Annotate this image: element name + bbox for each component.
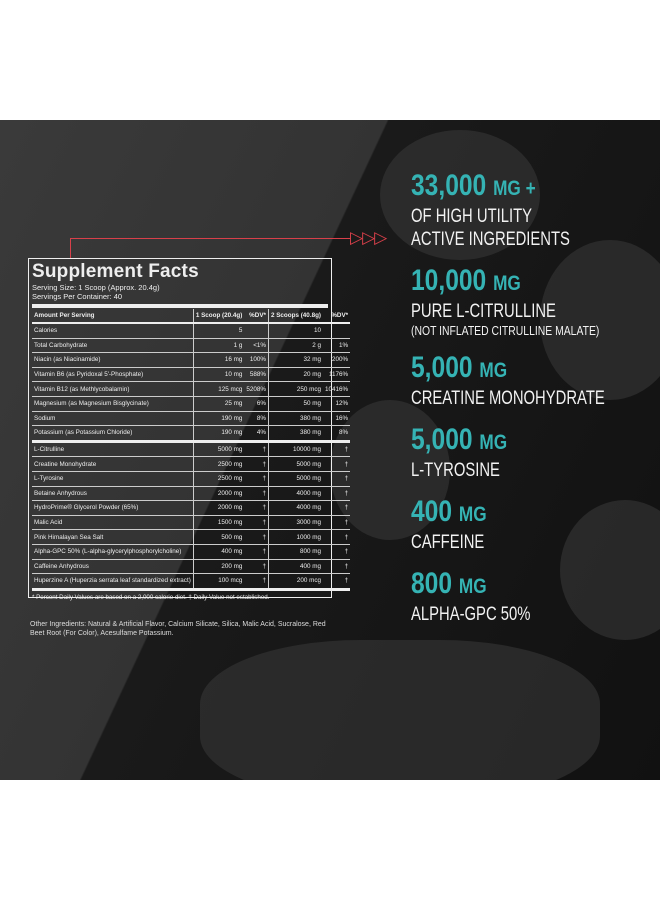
table-row <box>32 353 350 368</box>
claim-amount <box>411 424 615 459</box>
table-cell: † <box>323 471 350 486</box>
table-cell: 4000 mg <box>268 486 323 501</box>
table-cell: † <box>244 530 268 545</box>
claim-note: (NOT INFLATED CITRULLINE MALATE) <box>411 323 600 338</box>
divider <box>32 304 328 308</box>
claim-amount <box>411 568 615 603</box>
table-cell: † <box>244 501 268 516</box>
table-cell: %DV* <box>323 309 350 323</box>
table-cell: 2000 mg <box>193 501 244 516</box>
table-cell: † <box>323 530 350 545</box>
table-cell: † <box>244 544 268 559</box>
table-cell: Vitamin B12 (as Methlycobalamin) <box>32 382 193 397</box>
amount: 33,000 <box>411 169 487 202</box>
table-cell: Pink Himalayan Sea Salt <box>32 530 193 545</box>
unit: MG <box>493 272 521 295</box>
table-cell: 2000 mg <box>193 486 244 501</box>
other-ingredients: Other Ingredients: Natural & Artificial Flavor, Calcium Silicate, Silica, Malic Acid, Sucralose, Red Beet Root (For Color), Acesulfame Potassium. <box>30 621 326 637</box>
amount: 5,000 <box>411 423 473 456</box>
table-cell <box>323 323 350 338</box>
table-cell: %DV* <box>244 309 268 323</box>
table-cell: 5208% <box>244 382 268 397</box>
table-cell: 1500 mg <box>193 515 244 530</box>
table-cell: Magnesium (as Magnesium Bisglycinate) <box>32 396 193 411</box>
claim-amount <box>411 265 615 300</box>
table-cell: Alpha-GPC 50% (L-alpha-glycerylphosphorylcholine) <box>32 544 193 559</box>
table-row <box>32 457 350 472</box>
table-row <box>32 574 350 590</box>
table-cell: † <box>323 574 350 590</box>
table-cell: 16% <box>323 411 350 426</box>
table-cell: † <box>244 486 268 501</box>
bg-shape <box>200 640 600 780</box>
claim-label: CREATINE MONOHYDRATE <box>411 388 605 409</box>
unit: MG <box>458 503 487 526</box>
amount: 800 <box>411 567 453 600</box>
supplement-facts <box>28 258 349 601</box>
table-row <box>32 471 350 486</box>
table-row <box>32 544 350 559</box>
table-cell: 2 Scoops (40.8g) <box>268 309 323 323</box>
table-row <box>32 441 350 457</box>
table-cell: 8% <box>323 426 350 442</box>
table-cell: 800 mg <box>268 544 323 559</box>
table-cell: HydroPrime® Glycerol Powder (65%) <box>32 501 193 516</box>
table-cell: 3000 mg <box>268 515 323 530</box>
table-cell: Huperzine A (Huperzia serrata leaf standardized extract) <box>32 574 193 590</box>
table-row <box>32 323 350 338</box>
table-cell: † <box>244 515 268 530</box>
table-header <box>32 309 350 323</box>
table-cell: 32 mg <box>268 353 323 368</box>
amount: 400 <box>411 495 453 528</box>
table-row <box>32 501 350 516</box>
table-cell: 5 <box>193 323 244 338</box>
claim-label: ALPHA-GPC 50% <box>411 604 531 625</box>
table-cell: 10000 mg <box>268 441 323 457</box>
table-row <box>32 367 350 382</box>
amount: 5,000 <box>411 351 473 384</box>
table-cell: † <box>244 471 268 486</box>
table-cell: <1% <box>244 338 268 353</box>
table-cell: 6% <box>244 396 268 411</box>
table-cell: † <box>244 574 268 590</box>
claim-amount <box>411 496 615 531</box>
table-cell <box>244 323 268 338</box>
table-row <box>32 515 350 530</box>
table-cell: 400 mg <box>268 559 323 574</box>
table-cell: L-Tyrosine <box>32 471 193 486</box>
claim-item <box>411 424 659 482</box>
facts-title: Supplement Facts <box>32 261 199 282</box>
table-cell: 200% <box>323 353 350 368</box>
table-cell: Caffeine Anhydrous <box>32 559 193 574</box>
footnote: * Percent Daily Values are based on a 2,000 calorie diet. † Daily Value not established. <box>32 593 270 601</box>
unit: MG <box>479 431 508 454</box>
claim-label: PURE L-CITRULLINE <box>411 301 556 322</box>
table-row <box>32 559 350 574</box>
table-cell: † <box>244 559 268 574</box>
table-row <box>32 338 350 353</box>
table-cell: 1 Scoop (20.4g) <box>193 309 244 323</box>
table-cell: 4% <box>244 426 268 442</box>
claim-item <box>411 265 659 338</box>
facts-table <box>32 309 350 591</box>
table-row <box>32 411 350 426</box>
table-cell: † <box>323 559 350 574</box>
table-cell: 10 <box>268 323 323 338</box>
table-cell: 10 mg <box>193 367 244 382</box>
unit: MG + <box>493 177 536 200</box>
table-cell: 5000 mg <box>268 471 323 486</box>
table-cell: 500 mg <box>193 530 244 545</box>
table-cell: † <box>323 457 350 472</box>
table-cell: † <box>244 457 268 472</box>
claim-label: CAFFEINE <box>411 532 485 553</box>
table-cell: 10416% <box>323 382 350 397</box>
table-cell: 2500 mg <box>193 471 244 486</box>
table-cell: 2500 mg <box>193 457 244 472</box>
table-cell: 1% <box>323 338 350 353</box>
table-cell: 380 mg <box>268 426 323 442</box>
unit: MG <box>458 575 487 598</box>
table-cell: 190 mg <box>193 426 244 442</box>
serving-size: Serving Size: 1 Scoop (Approx. 20.4g) <box>32 283 160 292</box>
table-cell: 125 mcg <box>193 382 244 397</box>
table-cell: 12% <box>323 396 350 411</box>
table-cell: 20 mg <box>268 367 323 382</box>
table-cell: † <box>323 486 350 501</box>
unit: MG <box>479 359 508 382</box>
table-cell: 380 mg <box>268 411 323 426</box>
table-cell: Potassium (as Potassium Chloride) <box>32 426 193 442</box>
table-cell: Vitamin B6 (as Pyridoxal 5'-Phosphate) <box>32 367 193 382</box>
claim-amount <box>411 352 615 387</box>
table-cell: 1 g <box>193 338 244 353</box>
claim-item <box>411 170 659 251</box>
table-cell: 5000 mg <box>193 441 244 457</box>
claim-label: ACTIVE INGREDIENTS <box>411 229 570 250</box>
pointer-line <box>70 238 351 259</box>
table-cell: † <box>323 441 350 457</box>
table-cell: 200 mcg <box>268 574 323 590</box>
table-cell: 50 mg <box>268 396 323 411</box>
table-cell: † <box>244 441 268 457</box>
table-cell: Sodium <box>32 411 193 426</box>
table-cell: 5000 mg <box>268 457 323 472</box>
claim-item <box>411 352 659 410</box>
table-row <box>32 396 350 411</box>
table-cell: 1176% <box>323 367 350 382</box>
table-cell: Calories <box>32 323 193 338</box>
table-cell: † <box>323 501 350 516</box>
table-row <box>32 486 350 501</box>
claim-label: L-TYROSINE <box>411 460 500 481</box>
table-row <box>32 530 350 545</box>
table-cell: 2 g <box>268 338 323 353</box>
arrows-icon: ▷▷▷ <box>350 228 387 247</box>
table-cell: 4000 mg <box>268 501 323 516</box>
table-cell: 1000 mg <box>268 530 323 545</box>
claim-item <box>411 496 659 554</box>
table-cell: 588% <box>244 367 268 382</box>
table-row <box>32 382 350 397</box>
table-cell: Creatine Monohydrate <box>32 457 193 472</box>
table-cell: 200 mg <box>193 559 244 574</box>
table-cell: Betaine Anhydrous <box>32 486 193 501</box>
table-cell: 16 mg <box>193 353 244 368</box>
table-cell: Niacin (as Niacinamide) <box>32 353 193 368</box>
amount: 10,000 <box>411 264 487 297</box>
claim-item <box>411 568 659 626</box>
table-cell: Total Carbohydrate <box>32 338 193 353</box>
product-panel <box>0 120 660 780</box>
claims-list <box>411 170 659 640</box>
table-cell: † <box>323 515 350 530</box>
table-cell: 25 mg <box>193 396 244 411</box>
table-cell: Malic Acid <box>32 515 193 530</box>
table-cell: 8% <box>244 411 268 426</box>
table-cell: 400 mg <box>193 544 244 559</box>
claim-amount <box>411 170 615 205</box>
table-cell: 250 mcg <box>268 382 323 397</box>
table-cell: † <box>323 544 350 559</box>
table-cell: 190 mg <box>193 411 244 426</box>
claim-label: OF HIGH UTILITY <box>411 206 533 227</box>
table-cell: L-Citrulline <box>32 441 193 457</box>
servings-per-container: Servings Per Container: 40 <box>32 292 123 301</box>
table-cell: 100% <box>244 353 268 368</box>
table-cell: 100 mcg <box>193 574 244 590</box>
table-row <box>32 426 350 442</box>
table-cell: Amount Per Serving <box>32 309 193 323</box>
